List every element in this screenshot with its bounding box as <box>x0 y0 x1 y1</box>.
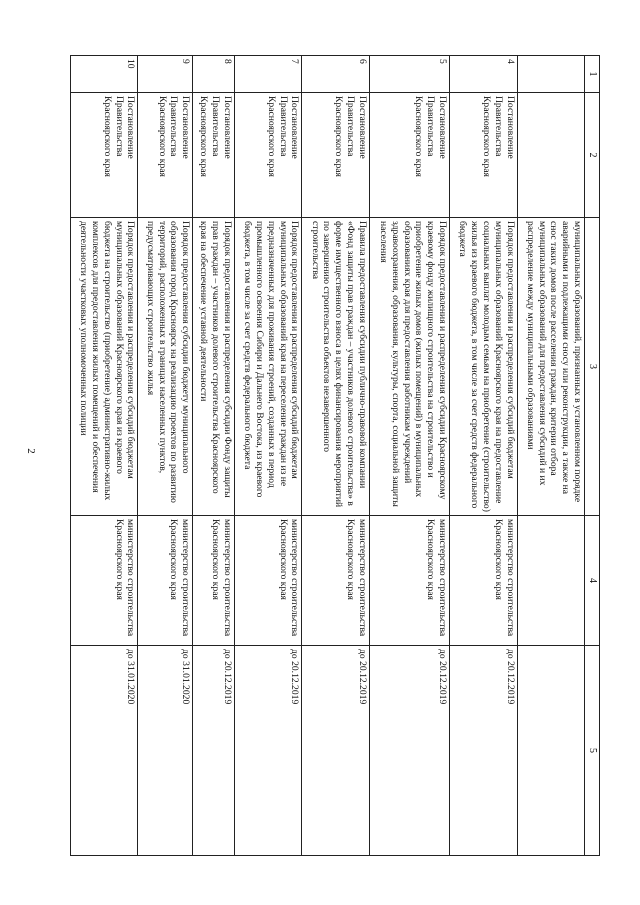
continuation-text: муниципальных образований, признанных в установленном порядке аварийными и подлежащими сносу или реконструкции, а также на снос таких домов после расселения граждан, критерии отбора муниципальных образований для предоставления субсидий и их распределение между муниципальными образованиями <box>517 218 584 516</box>
row-number: 9 <box>138 56 193 93</box>
row-description: Порядок предоставления и распределения субсидии Красноярскому краевому фонду жилищного строительства на строительство и приобретение жилых домов (жилых помещений) в муниципальных образованиях края для предоставления работникам учреждений здравоохранения, образования, культуры, спорта, социальной защиты населения <box>369 218 449 516</box>
page-number: 2 <box>24 448 37 454</box>
row-document-type: Постановление Правительства Красноярского края <box>234 93 301 218</box>
table-row <box>450 56 517 856</box>
row-responsible-org: министерство строительства Красноярского края <box>369 516 449 646</box>
col-header-2: 2 <box>585 93 600 218</box>
col-header-3: 3 <box>585 218 600 516</box>
row-responsible-org: министерство строительства Красноярского края <box>71 516 139 646</box>
col-header-1: 1 <box>585 56 600 93</box>
row-number: 10 <box>71 56 139 93</box>
measures-table <box>70 55 600 856</box>
continuation-deadline-cell <box>517 646 584 856</box>
row-document-type: Постановление Правительства Красноярского края <box>369 93 449 218</box>
row-number: 7 <box>234 56 301 93</box>
continuation-doc-cell <box>517 93 584 218</box>
row-document-type: Постановление Правительства Красноярского края <box>138 93 193 218</box>
col-header-4: 4 <box>585 516 600 646</box>
row-responsible-org: министерство строительства Красноярского края <box>138 516 193 646</box>
header-row <box>585 56 600 856</box>
row-document-type: Постановление Правительства Красноярского края <box>71 93 139 218</box>
continuation-row <box>517 56 584 856</box>
continuation-num-cell <box>517 56 584 93</box>
row-number: 8 <box>193 56 235 93</box>
row-description: Порядок предоставления и распределения субсидий бюджетам муниципальных образований края на переселение граждан из не предназначенных для проживания строений, созданных в период промышленного освоения Сибири и Дальнего Востока, из краевого бюджета, в том числе за счет средств федерального бюджета <box>234 218 301 516</box>
col-header-5: 5 <box>585 646 600 856</box>
row-number: 6 <box>302 56 369 93</box>
row-responsible-org: министерство строительства Красноярского края <box>302 516 369 646</box>
row-deadline: до 31.01.2020 <box>138 646 193 856</box>
row-description: Порядок предоставления субсидии бюджету муниципального образования город Красноярск на реализацию проектов по развитию территорий, расположенных в границах населенных пунктов, предусматривающих строительство жилья <box>138 218 193 516</box>
row-deadline: до 20.12.2019 <box>450 646 517 856</box>
row-document-type: Постановление Правительства Красноярского края <box>450 93 517 218</box>
row-deadline: до 31.01.2020 <box>71 646 139 856</box>
row-description: Порядок предоставления и распределения субсидий бюджетам муниципальных образований Красноярского края из краевого бюджета на строительство (приобретение) административно-жилых комплексов для предоставления жилых помещений и обеспечения деятельности участковых уполномоченных полиции <box>71 218 139 516</box>
row-description: Порядок предоставления и распределения субсидии Фонду защиты прав граждан – участников долевого строительства Красноярского края на обеспечение уставной деятельности <box>193 218 235 516</box>
continuation-org-cell <box>517 516 584 646</box>
table-row <box>138 56 193 856</box>
row-responsible-org: министерство строительства Красноярского края <box>193 516 235 646</box>
row-number: 4 <box>450 56 517 93</box>
row-deadline: до 20.12.2019 <box>234 646 301 856</box>
row-deadline: до 20.12.2019 <box>369 646 449 856</box>
row-deadline: до 20.12.2019 <box>302 646 369 856</box>
document-table-rotated <box>70 55 600 855</box>
table-row <box>193 56 235 856</box>
table-row <box>369 56 449 856</box>
row-number: 5 <box>369 56 449 93</box>
table-row <box>234 56 301 856</box>
row-description: Порядок предоставления и распределения субсидий бюджетам муниципальных образований Красноярского края на предоставление социальных выплат молодым семьям на приобретение (строительство) жилья из краевого бюджета, в том числе за счет средств федерального бюджета <box>450 218 517 516</box>
row-document-type: Постановление Правительства Красноярского края <box>302 93 369 218</box>
row-deadline: до 20.12.2019 <box>193 646 235 856</box>
row-document-type: Постановление Правительства Красноярского края <box>193 93 235 218</box>
table-row <box>302 56 369 856</box>
row-description: Правила предоставления субсидии публично-правовой компании «Фонд защиты прав граждан – участников долевого строительства» в форме имущественного взноса в целях финансирования мероприятий по завершению строительства объектов незавершенного строительства <box>302 218 369 516</box>
row-responsible-org: министерство строительства Красноярского края <box>234 516 301 646</box>
row-responsible-org: министерство строительства Красноярского края <box>450 516 517 646</box>
table-row <box>71 56 139 856</box>
